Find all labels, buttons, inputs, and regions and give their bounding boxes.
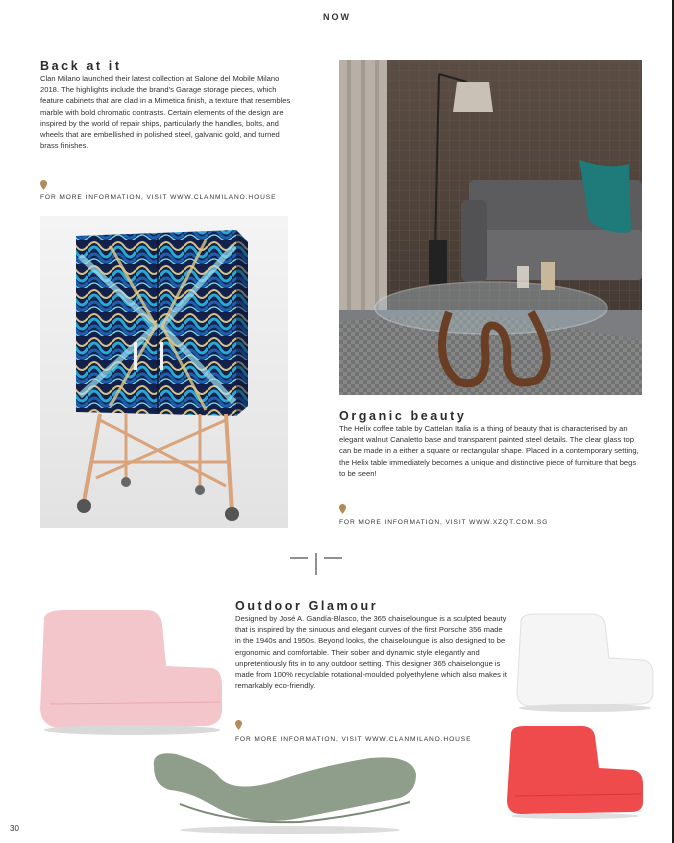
- article-title-organic-beauty: Organic beauty: [339, 409, 467, 423]
- divider-ornament: [290, 553, 342, 575]
- white-lounge-chair-photo: [513, 612, 655, 712]
- article-title-back-at-it: Back at it: [40, 59, 122, 73]
- article-title-outdoor-glamour: Outdoor Glamour: [235, 599, 379, 613]
- info-link-clanmilano[interactable]: FOR MORE INFORMATION, VISIT WWW.CLANMILANO.HOUSE: [40, 194, 277, 201]
- location-pin-icon: [235, 720, 242, 730]
- location-pin-icon: [40, 180, 47, 190]
- section-tag: NOW: [323, 12, 351, 22]
- article-body-organic-beauty: The Helix coffee table by Cattelan Italia is a thing of beauty that is characterised by an elegant walnut Canaletto base and transparent painted steel details. The clear glass top can be made in a either a square or rectangular shape. Placed in a contemporary setting, the Helix table immediately becomes a unique and distinctive piece of furniture that begs to be seen!: [339, 424, 639, 478]
- green-chaiselongue-photo: [150, 744, 420, 836]
- article-body-outdoor-glamour: Designed by José A. Gandía-Blasco, the 365 chaiselounguе is a sculpted beauty that is inspired by the sinuous and elegant curves of the first Porsche 356 made in the 1940s and 1950s. Beyond looks, the chaiselounguе is also designed to be ergonomic and comfortable. Their sober and dynamic style elegantly and unpretentiously fits in to any outdoor setting. This designer 365 chaiselongue is made from 100% recyclable rotational-moulded polyethylene which also makes it remarkably eco-friendly.: [235, 614, 507, 691]
- info-link-xzqt[interactable]: FOR MORE INFORMATION, VISIT WWW.XZQT.COM.SG: [339, 519, 549, 526]
- pink-lounge-chair-photo: [36, 610, 224, 736]
- helix-table-photo: [339, 60, 642, 395]
- article-body-back-at-it: Clan Milano launched their latest collection at Salone del Mobile Milano 2018. The highlights include the brand's Garage storage pieces, which feature cabinets that are clad in a Mimetica finish, a texture that resembles marble with bold chromatic contrasts. Certain elements of the design are inspired by the world of repair ships, particularly the handles, bolts, and wheels that are embellished in polished steel, galvanic gold, and turned brass finishes.: [40, 74, 291, 151]
- info-link-clanmilano-2[interactable]: FOR MORE INFORMATION, VISIT WWW.CLANMILANO.HOUSE: [235, 736, 472, 743]
- page-number: 30: [10, 824, 19, 833]
- red-lounge-chair-photo: [505, 724, 647, 820]
- location-pin-icon: [339, 504, 346, 514]
- garage-cabinet-photo: [40, 216, 288, 528]
